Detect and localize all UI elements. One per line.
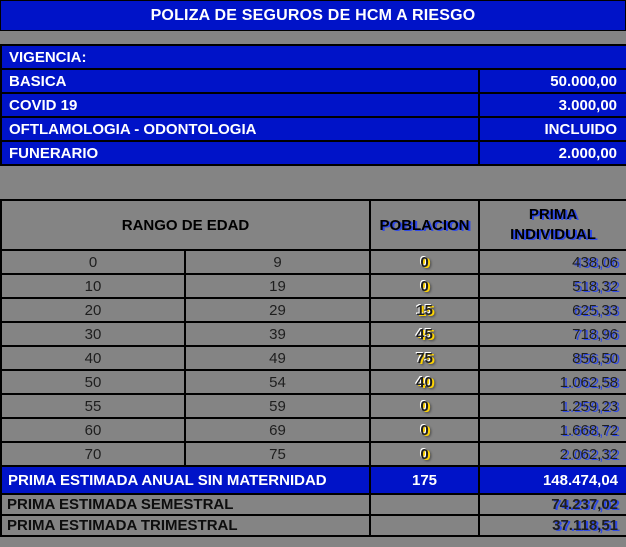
age-from-cell: 40 (1, 346, 185, 370)
age-from-cell: 10 (1, 274, 185, 298)
age-to-cell: 49 (185, 346, 370, 370)
age-from-cell: 50 (1, 370, 185, 394)
column-header-prima-line1: PRIMA (528, 206, 578, 223)
policy-title-bar (0, 0, 626, 31)
spacer (0, 31, 626, 44)
age-row (1, 346, 626, 370)
population-cell: 15 (370, 298, 479, 322)
coverage-value-covid: 3.000,00 (479, 93, 626, 117)
age-to-cell: 19 (185, 274, 370, 298)
age-to-cell: 39 (185, 322, 370, 346)
population-cell: 0 (370, 418, 479, 442)
trimestral-total-row (1, 515, 626, 536)
age-from-cell: 55 (1, 394, 185, 418)
column-header-poblacion: POBLACION (370, 200, 479, 250)
semestral-empty-cell (370, 494, 479, 515)
annual-total-value: 148.474,04 (479, 466, 626, 494)
trimestral-total-value: 37.118,51 (479, 515, 626, 536)
age-to-cell: 69 (185, 418, 370, 442)
population-cell: 0 (370, 394, 479, 418)
premium-cell: 1.259,23 (479, 394, 626, 418)
age-from-cell: 0 (1, 250, 185, 274)
coverage-value-funerario: 2.000,00 (479, 141, 626, 165)
vigencia-header: VIGENCIA: (1, 45, 626, 69)
age-row (1, 442, 626, 466)
age-table-header-row (1, 200, 626, 250)
population-cell: 0 (370, 442, 479, 466)
age-row (1, 394, 626, 418)
age-premium-table (0, 199, 626, 537)
vigencia-header-row (1, 45, 626, 69)
age-to-cell: 59 (185, 394, 370, 418)
coverage-value-oftalmologia: INCLUIDO (479, 117, 626, 141)
premium-cell: 718,96 (479, 322, 626, 346)
policy-title: POLIZA DE SEGUROS DE HCM A RIESGO (150, 6, 476, 24)
age-row (1, 418, 626, 442)
table-row (1, 141, 626, 165)
annual-total-label: PRIMA ESTIMADA ANUAL SIN MATERNIDAD (1, 466, 370, 494)
premium-cell: 856,50 (479, 346, 626, 370)
population-cell: 45 (370, 322, 479, 346)
semestral-total-row (1, 494, 626, 515)
age-to-cell: 29 (185, 298, 370, 322)
vigencia-table (0, 44, 626, 166)
spacer (0, 166, 626, 199)
column-header-prima-line2: INDIVIDUAL (510, 226, 596, 243)
age-from-cell: 30 (1, 322, 185, 346)
premium-cell: 1.668,72 (479, 418, 626, 442)
age-to-cell: 54 (185, 370, 370, 394)
age-row (1, 250, 626, 274)
age-row (1, 322, 626, 346)
column-header-prima (479, 200, 626, 250)
population-cell: 0 (370, 250, 479, 274)
age-row (1, 370, 626, 394)
coverage-value-basica: 50.000,00 (479, 69, 626, 93)
table-row (1, 117, 626, 141)
population-cell: 40 (370, 370, 479, 394)
age-from-cell: 70 (1, 442, 185, 466)
premium-cell: 1.062,58 (479, 370, 626, 394)
premium-cell: 438,06 (479, 250, 626, 274)
trimestral-empty-cell (370, 515, 479, 536)
table-row (1, 69, 626, 93)
annual-total-population: 175 (370, 466, 479, 494)
coverage-label-covid: COVID 19 (1, 93, 479, 117)
age-row (1, 274, 626, 298)
age-from-cell: 60 (1, 418, 185, 442)
semestral-total-value: 74.237,02 (479, 494, 626, 515)
population-cell: 0 (370, 274, 479, 298)
annual-total-row (1, 466, 626, 494)
semestral-total-label: PRIMA ESTIMADA SEMESTRAL (1, 494, 370, 515)
age-from-cell: 20 (1, 298, 185, 322)
table-row (1, 93, 626, 117)
age-to-cell: 75 (185, 442, 370, 466)
premium-cell: 625,33 (479, 298, 626, 322)
age-row (1, 298, 626, 322)
coverage-label-funerario: FUNERARIO (1, 141, 479, 165)
coverage-label-basica: BASICA (1, 69, 479, 93)
column-header-rango: RANGO DE EDAD (1, 200, 370, 250)
age-to-cell: 9 (185, 250, 370, 274)
population-cell: 75 (370, 346, 479, 370)
trimestral-total-label: PRIMA ESTIMADA TRIMESTRAL (1, 515, 370, 536)
premium-cell: 2.062,32 (479, 442, 626, 466)
premium-cell: 518,32 (479, 274, 626, 298)
coverage-label-oftalmologia: OFTLAMOLOGIA - ODONTOLOGIA (1, 117, 479, 141)
